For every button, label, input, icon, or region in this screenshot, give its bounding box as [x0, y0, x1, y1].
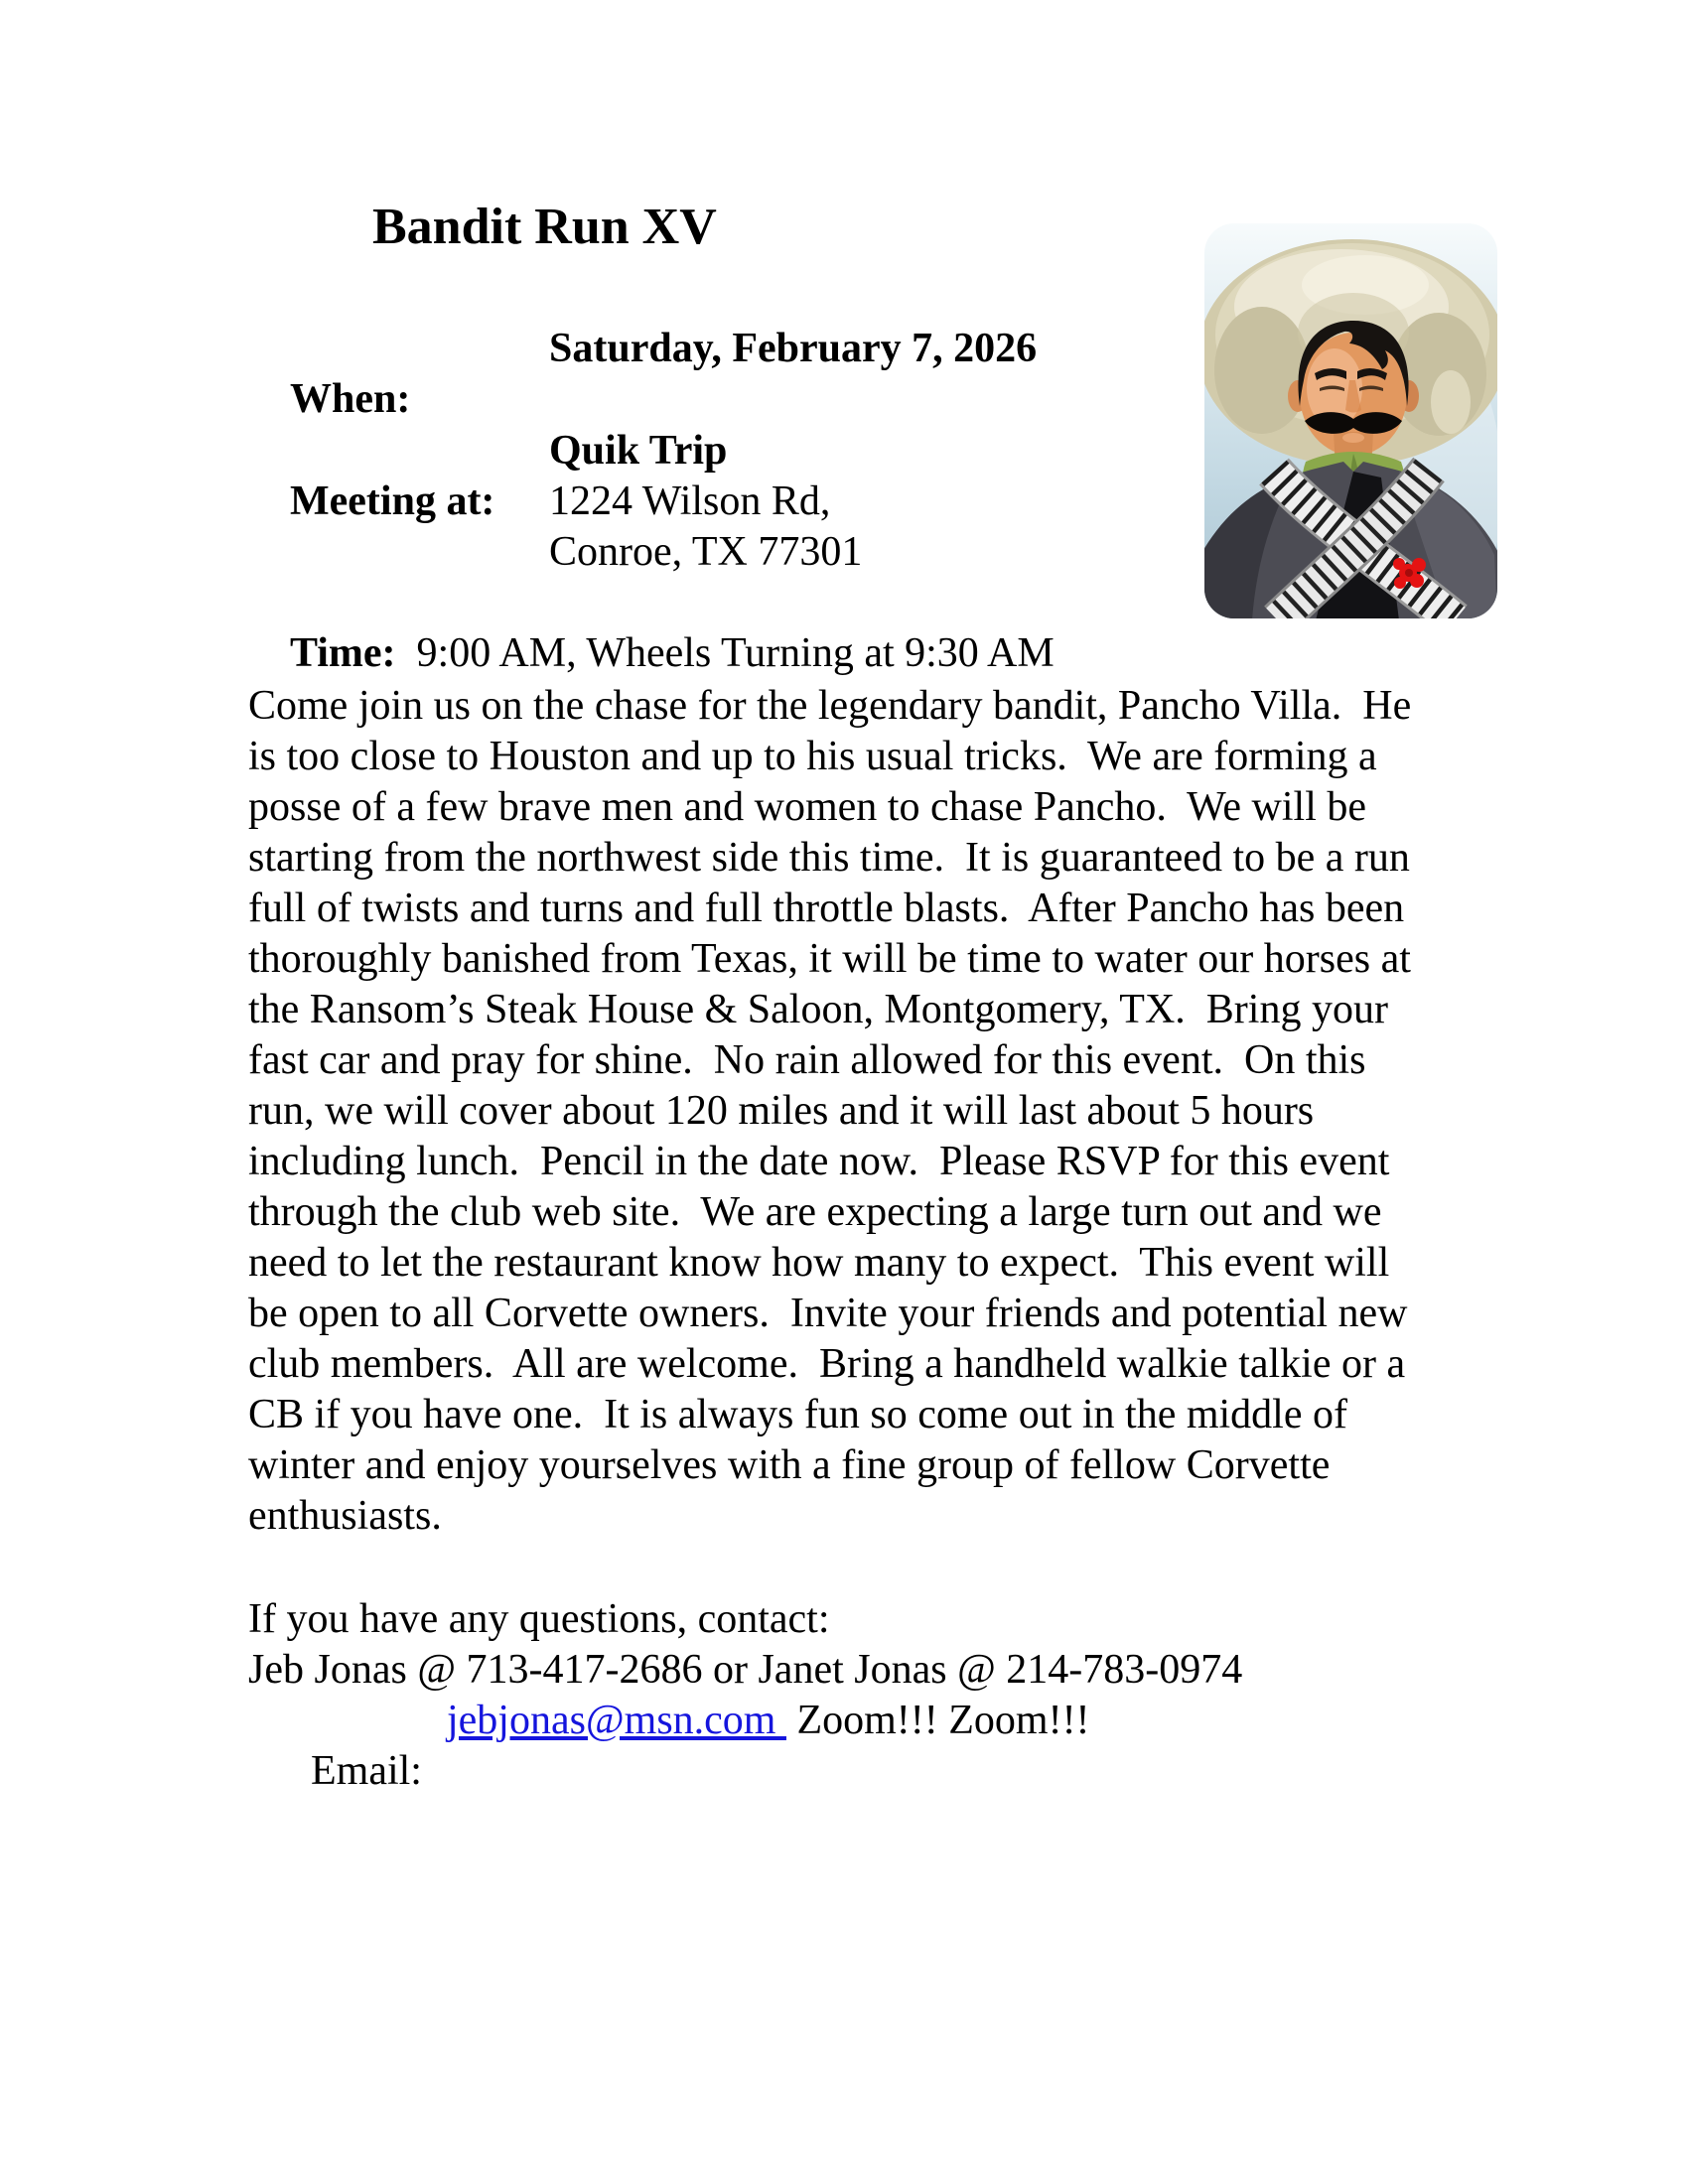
when-value: Saturday, February 7, 2026: [549, 326, 1038, 371]
email-suffix: Zoom!!! Zoom!!!: [785, 1698, 1090, 1743]
event-description-paragraph: [248, 681, 1539, 1542]
paragraph-line: be open to all Corvette owners. Invite your friends and potential new: [248, 1291, 1408, 1336]
paragraph-line: through the club web site. We are expecting a large turn out and we: [248, 1189, 1382, 1235]
paragraph-line: posse of a few brave men and women to chase Pancho. We will be: [248, 784, 1367, 830]
email-label: Email:: [311, 1748, 422, 1794]
paragraph-line: enthusiasts.: [248, 1493, 442, 1539]
time-label: Time:: [290, 630, 396, 676]
paragraph-line: thoroughly banished from Texas, it will be time to water our horses at: [248, 936, 1411, 982]
meeting-address-line2: Conroe, TX 77301: [549, 529, 863, 575]
contact-phones: Jeb Jonas @ 713-417-2686 or Janet Jonas @ 214-783-0974: [248, 1647, 1243, 1693]
meeting-address-row-1: [248, 477, 1340, 527]
paragraph-line: fast car and pray for shine. No rain allowed for this event. On this: [248, 1037, 1366, 1083]
page-title: Bandit Run XV: [372, 199, 717, 255]
paragraph-line: the Ransom’s Steak House & Saloon, Montgomery, TX. Bring your: [248, 987, 1388, 1032]
meeting-place-name: Quik Trip: [549, 428, 728, 474]
paragraph-line: full of twists and turns and full throttle blasts. After Pancho has been: [248, 886, 1405, 931]
time-value: 9:00 AM, Wheels Turning at 9:30 AM: [395, 630, 1055, 676]
paragraph-line: winter and enjoy yourselves with a fine group of fellow Corvette: [248, 1442, 1331, 1488]
paragraph-line: club members. All are welcome. Bring a handheld walkie talkie or a: [248, 1341, 1406, 1387]
pancho-villa-svg: [1204, 223, 1497, 618]
when-label: When:: [290, 376, 411, 422]
meeting-address-line1: 1224 Wilson Rd,: [549, 478, 831, 524]
email-rest: [447, 1696, 1090, 1746]
email-link[interactable]: jebjonas@msn.com: [447, 1698, 786, 1743]
when-row: [248, 324, 1340, 422]
contact-intro: If you have any questions, contact:: [248, 1596, 830, 1642]
meeting-label: Meeting at:: [290, 478, 495, 524]
paragraph-line: including lunch. Pencil in the date now. Please RSVP for this event: [248, 1139, 1390, 1184]
contact-email-row: [248, 1696, 1539, 1794]
paragraph-line: run, we will cover about 120 miles and it will last about 5 hours: [248, 1088, 1315, 1134]
meeting-address-row-2: [248, 527, 1340, 578]
paragraph-line: Come join us on the chase for the legendary bandit, Pancho Villa. He: [248, 683, 1412, 729]
pancho-villa-illustration: [1204, 223, 1497, 618]
time-row: [248, 578, 1340, 676]
paragraph-line: starting from the northwest side this time. It is guaranteed to be a run: [248, 835, 1410, 881]
paragraph-line: need to let the restaurant know how many to expect. This event will: [248, 1240, 1390, 1286]
paragraph-line: is too close to Houston and up to his usual tricks. We are forming a: [248, 734, 1377, 779]
contact-block: [248, 1594, 1539, 1794]
paragraph-line: CB if you have one. It is always fun so come out in the middle of: [248, 1392, 1347, 1437]
